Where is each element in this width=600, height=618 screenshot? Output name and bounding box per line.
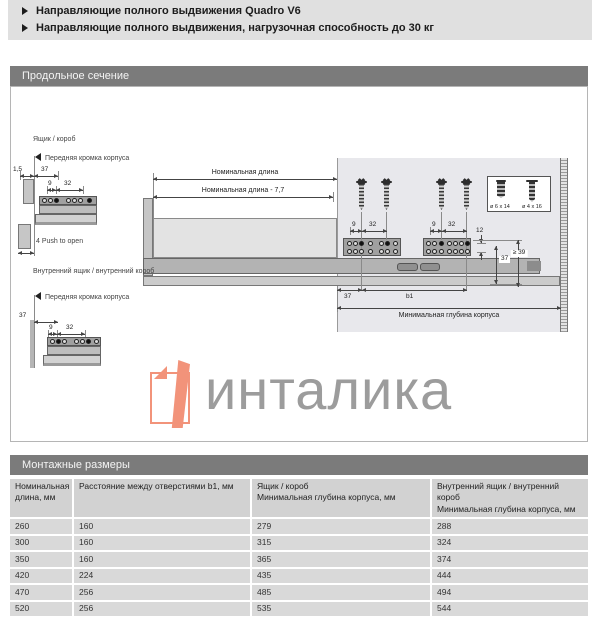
table-cell: 224 xyxy=(72,569,250,583)
mounting-hole xyxy=(393,249,398,254)
screw-icon xyxy=(461,178,472,212)
dim-min-height xyxy=(518,240,519,287)
mounting-hole xyxy=(347,249,352,254)
dim-label: 37 xyxy=(501,255,509,262)
guide-line xyxy=(441,212,442,240)
dim-min-depth xyxy=(337,308,561,309)
dim-1-5 xyxy=(20,176,34,177)
dim-push-gap xyxy=(18,253,34,254)
mounting-hole xyxy=(453,249,458,254)
cabinet-front-edge xyxy=(18,224,31,249)
mounting-hole xyxy=(393,241,398,246)
bullet-icon xyxy=(22,24,28,32)
table-row xyxy=(10,519,588,533)
table-row xyxy=(10,569,588,583)
dim-9 xyxy=(430,231,442,232)
mounting-hole xyxy=(80,339,85,344)
mounting-hole xyxy=(453,241,458,246)
dim-label: 9 xyxy=(352,221,356,228)
dim-9 xyxy=(350,231,362,232)
table-cell: 260 xyxy=(10,519,72,533)
column-header: Ящик / короб Минимальная глубина корпуса, мм xyxy=(250,479,430,517)
cabinet-front-edge xyxy=(23,179,34,204)
mounting-hole xyxy=(426,249,431,254)
page-header-band xyxy=(8,0,592,40)
header-bullet-1: Направляющие полного выдвижения Quadro V6 xyxy=(36,5,301,17)
table-cell: 324 xyxy=(430,536,588,550)
mounting-hole xyxy=(72,198,77,203)
table-cell: 544 xyxy=(430,602,588,616)
mounting-hole xyxy=(50,339,55,344)
rail-profile-lip xyxy=(35,214,97,225)
dim-label: Минимальная глубина корпуса xyxy=(398,312,500,319)
mounting-hole xyxy=(379,249,384,254)
mounting-hole xyxy=(447,241,452,246)
mounting-hole xyxy=(56,339,61,344)
mounting-hole xyxy=(359,249,364,254)
table-cell: 256 xyxy=(72,585,250,599)
front-edge-label: Передняя кромка корпуса xyxy=(45,294,130,301)
front-edge-marker-icon xyxy=(35,292,41,300)
mounting-hole xyxy=(78,198,83,203)
dim-label: Номинальная длина xyxy=(211,169,279,176)
dim-9 xyxy=(47,190,56,191)
screw-spec-box xyxy=(487,176,551,212)
mounting-hole xyxy=(62,339,67,344)
table-cell: 279 xyxy=(250,519,430,533)
mounting-hole xyxy=(465,241,470,246)
section-title-table: Монтажные размеры xyxy=(10,455,588,475)
mounting-hole xyxy=(459,249,464,254)
table-cell: 160 xyxy=(72,536,250,550)
mounting-hole xyxy=(447,249,452,254)
dim-label: 32 xyxy=(369,221,377,228)
rail-profile-body xyxy=(47,346,101,355)
table-cell: 485 xyxy=(250,585,430,599)
screw-icon xyxy=(381,178,392,212)
dim-32 xyxy=(362,231,387,232)
mounting-hole xyxy=(74,339,79,344)
dim-label: b1 xyxy=(406,293,414,300)
dim-37 xyxy=(34,176,58,177)
table-cell: 315 xyxy=(250,536,430,550)
dim-nominal-length xyxy=(153,179,337,180)
mounting-hole xyxy=(432,241,437,246)
dim-label: 9 xyxy=(432,221,436,228)
dim-label: 32 xyxy=(66,324,74,331)
dim-32 xyxy=(442,231,467,232)
mounting-dimensions-table xyxy=(10,477,588,618)
screw-spec-label: ø 6 x 14 xyxy=(490,204,510,210)
dim-9 xyxy=(48,334,57,335)
mounting-hole xyxy=(54,198,59,203)
dim-label: 37 xyxy=(19,312,27,319)
slide-rail xyxy=(143,255,540,274)
table-cell: 494 xyxy=(430,585,588,599)
column-header: Внутренний ящик / внутренний короб Минимальная глубина корпуса, мм xyxy=(430,479,588,517)
dim-label: 1,5 xyxy=(13,166,23,173)
table-cell: 365 xyxy=(250,552,430,566)
mounting-hole xyxy=(94,339,99,344)
table-cell: 374 xyxy=(430,552,588,566)
rail-profile-body xyxy=(39,205,97,214)
screw-spec-label: ø 4 x 16 xyxy=(522,204,542,210)
mounting-hole xyxy=(385,249,390,254)
mounting-hole xyxy=(368,241,373,246)
table-cell: 444 xyxy=(430,569,588,583)
table-cell: 288 xyxy=(430,519,588,533)
mounting-hole xyxy=(87,198,92,203)
dim-label: 32 xyxy=(448,221,456,228)
screw-icon xyxy=(436,178,447,212)
mounting-hole xyxy=(459,241,464,246)
dim-label: 9 xyxy=(49,324,53,331)
front-edge-marker-icon xyxy=(35,153,41,161)
front-edge-label: Передняя кромка корпуса xyxy=(45,155,130,162)
dim-label: ≥ 39 xyxy=(512,249,526,256)
latch-mechanism xyxy=(420,263,440,271)
table-cell: 470 xyxy=(10,585,72,599)
cabinet-front-edge xyxy=(30,320,34,368)
mounting-hole xyxy=(465,249,470,254)
table-cell: 520 xyxy=(10,602,72,616)
mounting-hole xyxy=(353,241,358,246)
dim-rail-height xyxy=(496,246,497,284)
mounting-hole xyxy=(439,241,444,246)
dim-b1 xyxy=(362,290,467,291)
dim-12 xyxy=(481,235,482,243)
mounting-hole xyxy=(439,249,444,254)
mounting-hole xyxy=(379,241,384,246)
table-cell: 350 xyxy=(10,552,72,566)
table-row xyxy=(10,536,588,550)
table-cell: 435 xyxy=(250,569,430,583)
dim-label: 9 xyxy=(48,180,52,187)
drawer-box-label: Ящик / короб xyxy=(33,136,76,143)
drawer-body xyxy=(153,218,337,258)
mounting-hole xyxy=(385,241,390,246)
latch-mechanism xyxy=(397,263,418,271)
dim-label: 37 xyxy=(41,166,49,173)
push-to-open-label: 4 Push to open xyxy=(36,238,84,245)
table-cell: 420 xyxy=(10,569,72,583)
mounting-hole xyxy=(368,249,373,254)
section-title-drawing: Продольное сечение xyxy=(10,66,588,86)
mounting-hole xyxy=(353,249,358,254)
rail-end-hook xyxy=(527,261,541,271)
dim-12 xyxy=(481,252,482,260)
rail-profile-lip xyxy=(43,355,101,366)
table-row xyxy=(10,585,588,599)
mounting-hole xyxy=(347,241,352,246)
bullet-icon xyxy=(22,7,28,15)
table-row xyxy=(10,602,588,616)
column-header: Номинальная длина, мм xyxy=(10,479,72,517)
dim-label: Номинальная длина - 7,7 xyxy=(201,187,285,194)
guide-line xyxy=(386,212,387,240)
dim-37 xyxy=(34,322,58,323)
cabinet-back-panel xyxy=(560,158,568,332)
screw-icon xyxy=(529,182,535,202)
table-cell: 535 xyxy=(250,602,430,616)
dim-label: 32 xyxy=(64,180,72,187)
mounting-hole xyxy=(426,241,431,246)
watermark-text: инталика xyxy=(205,358,453,421)
dim-label: 12 xyxy=(476,227,484,234)
screw-icon xyxy=(497,182,505,198)
mounting-hole xyxy=(86,339,91,344)
dim-nominal-length-minus xyxy=(153,197,333,198)
table-row xyxy=(10,552,588,566)
mounting-hole xyxy=(359,241,364,246)
table-cell: 300 xyxy=(10,536,72,550)
inner-drawer-label: Внутренний ящик / внутренний короб xyxy=(33,268,155,275)
dim-32 xyxy=(57,334,85,335)
table-cell: 160 xyxy=(72,552,250,566)
table-cell: 256 xyxy=(72,602,250,616)
header-bullet-2: Направляющие полного выдвижения, нагрузочная способность до 30 кг xyxy=(36,22,434,34)
mounting-hole xyxy=(48,198,53,203)
intalika-logo-icon xyxy=(150,360,198,428)
table-cell: 160 xyxy=(72,519,250,533)
mounting-hole xyxy=(42,198,47,203)
dim-37 xyxy=(337,290,362,291)
dim-32 xyxy=(56,190,83,191)
dim-label: 37 xyxy=(344,293,352,300)
column-header: Расстояние между отверстиями b1, мм xyxy=(72,479,250,517)
mounting-hole xyxy=(66,198,71,203)
screw-icon xyxy=(356,178,367,212)
mounting-hole xyxy=(432,249,437,254)
